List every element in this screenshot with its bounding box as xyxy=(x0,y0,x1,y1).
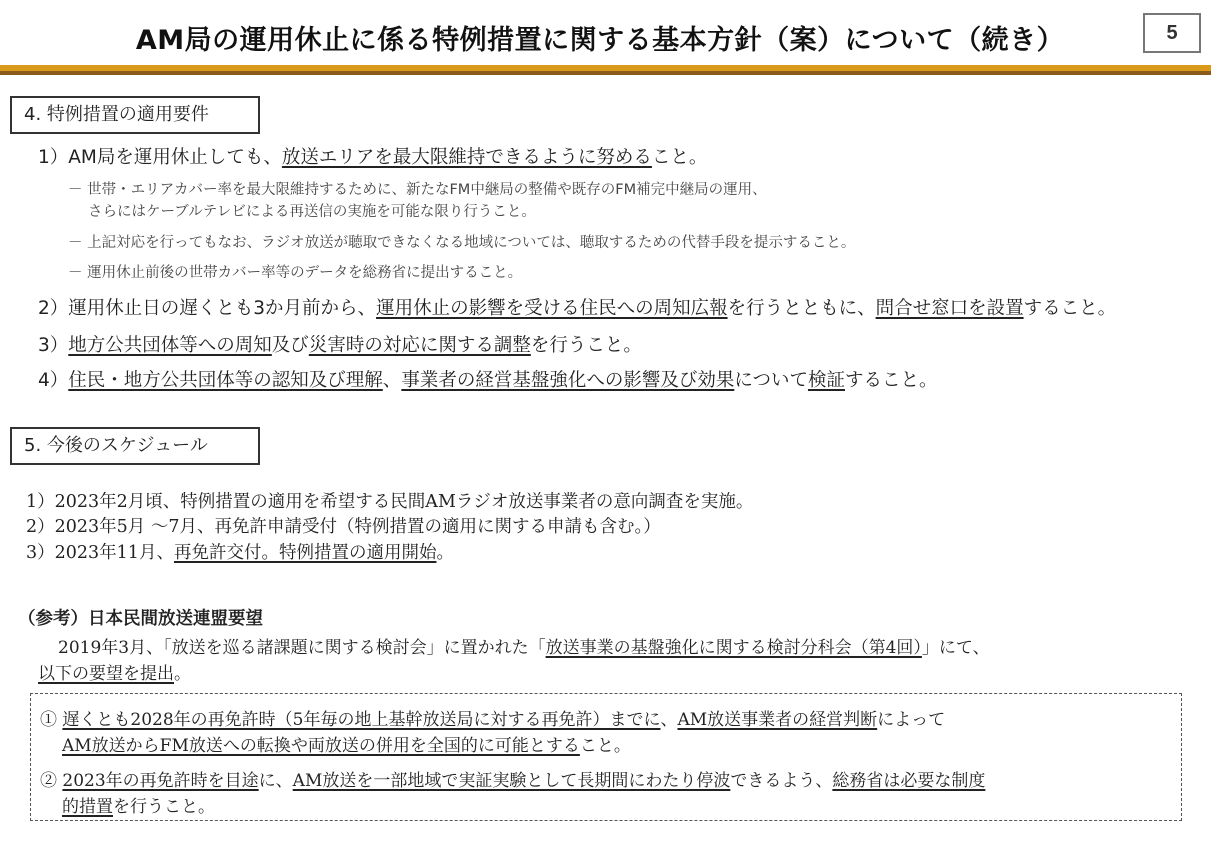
demand-2-line1 xyxy=(40,766,985,791)
requirement-emphasis: 検証 xyxy=(807,370,845,391)
requirement-text: こと。 xyxy=(651,147,708,168)
demand-2-line2 xyxy=(62,792,215,817)
circled-number: ② xyxy=(40,771,57,791)
requirement-text: について xyxy=(734,370,808,391)
reference-emphasis: 放送事業の基盤強化に関する検討分科会（第4回） xyxy=(545,638,922,658)
requirement-3 xyxy=(38,331,642,357)
header-rule-brown xyxy=(0,71,1211,75)
requirement-emphasis: 災害時の対応に関する調整 xyxy=(308,335,531,356)
item-number: 4） xyxy=(38,370,69,391)
requirement-emphasis: 地方公共団体等への周知 xyxy=(68,335,272,356)
reference-text: 。 xyxy=(174,664,191,684)
demand-emphasis: 2023年の再免許時を目途 xyxy=(62,771,259,791)
demand-emphasis: 的措置 xyxy=(62,797,113,817)
requirement-text: すること。 xyxy=(1023,298,1117,319)
schedule-text: 。 xyxy=(436,543,454,563)
demand-emphasis: 遅くとも2028年の再免許時（5年毎の地上基幹放送局に対する再免許）までに xyxy=(62,710,661,730)
demand-text: できるよう、 xyxy=(730,771,833,791)
requirement-emphasis: 問合せ窓口を設置 xyxy=(875,298,1024,319)
requirement-text: 、 xyxy=(382,370,402,391)
reference-paragraph-line2 xyxy=(38,659,191,684)
requirement-emphasis: 事業者の経営基盤強化への影響及び効果 xyxy=(401,370,735,391)
demand-emphasis: 総務省は必要な制度 xyxy=(832,771,986,791)
page-number: 5 xyxy=(1143,13,1201,53)
schedule-3 xyxy=(26,539,454,564)
requirement-text: 及び xyxy=(271,335,309,356)
reference-paragraph-line1 xyxy=(58,633,990,658)
requirement-text: AM局を運用休止しても、 xyxy=(68,147,282,168)
circled-number: ① xyxy=(40,710,57,730)
schedule-emphasis: 再免許交付。特例措置の適用開始 xyxy=(173,543,437,563)
schedule-text: 3）2023年11月、 xyxy=(26,543,174,563)
requirement-4 xyxy=(38,366,938,392)
reference-emphasis: 以下の要望を提出 xyxy=(38,664,174,684)
requirement-text: 運用休止日の遅くとも3か月前から、 xyxy=(68,298,377,319)
requirement-emphasis: 運用休止の影響を受ける住民への周知広報 xyxy=(376,298,728,319)
reference-text: 」にて、 xyxy=(921,638,990,658)
requirement-2 xyxy=(38,294,1116,320)
demand-emphasis: AM放送からFM放送への転換や両放送の併用を全国的に可能とする xyxy=(62,736,580,756)
requirement-1-sub-1b: さらにはケーブルテレビによる再送信の実施を可能な限り行うこと。 xyxy=(88,204,536,220)
requirement-emphasis: 放送エリアを最大限維持できるように努める xyxy=(281,147,652,168)
demand-emphasis: AM放送事業者の経営判断 xyxy=(677,710,878,730)
requirement-emphasis: 住民・地方公共団体等の認知及び理解 xyxy=(68,370,383,391)
demand-text: を行うこと。 xyxy=(113,797,215,817)
demand-1-line1 xyxy=(40,705,945,730)
requirement-text: すること。 xyxy=(844,370,938,391)
demand-1-line2 xyxy=(62,731,631,756)
demand-text: によって xyxy=(877,710,946,730)
item-number: 3） xyxy=(38,335,69,356)
item-number: 1） xyxy=(38,147,69,168)
section5-heading: 5. 今後のスケジュール xyxy=(10,427,260,465)
schedule-1: 1）2023年2月頃、特例措置の適用を希望する民間AMラジオ放送事業者の意向調査を実施。 xyxy=(26,492,754,512)
schedule-2: 2）2023年5月 ～7月、再免許申請受付（特例措置の適用に関する申請も含む。） xyxy=(26,517,661,537)
section4-heading: 4. 特例措置の適用要件 xyxy=(10,96,260,134)
requirement-1-sub-2: － 上記対応を行ってもなお、ラジオ放送が聴取できなくなる地域については、聴取するための代替手段を提示すること。 xyxy=(68,235,856,251)
requirement-1 xyxy=(38,143,707,169)
requirement-1-sub-1a: － 世帯・エリアカバー率を最大限維持するために、新たなFM中継局の整備や既存のFM補完中継局の運用、 xyxy=(68,182,767,198)
reference-title: （参考）日本民間放送連盟要望 xyxy=(18,609,263,629)
requirement-1-sub-3: － 運用休止前後の世帯カバー率等のデータを総務省に提出すること。 xyxy=(68,265,523,281)
requirement-text: を行うとともに、 xyxy=(727,298,876,319)
demand-text: 、 xyxy=(660,710,678,730)
page-title: AM局の運用休止に係る特例措置に関する基本方針（案）について（続き） xyxy=(135,25,1065,56)
demand-text: に、 xyxy=(258,771,293,791)
item-number: 2） xyxy=(38,298,69,319)
demand-emphasis: AM放送を一部地域で実証実験として長期間にわたり停波 xyxy=(292,771,731,791)
requirement-text: を行うこと。 xyxy=(530,335,642,356)
reference-text: 2019年3月、「放送を巡る諸課題に関する検討会」に置かれた「 xyxy=(58,638,546,658)
demand-text: こと。 xyxy=(579,736,631,756)
